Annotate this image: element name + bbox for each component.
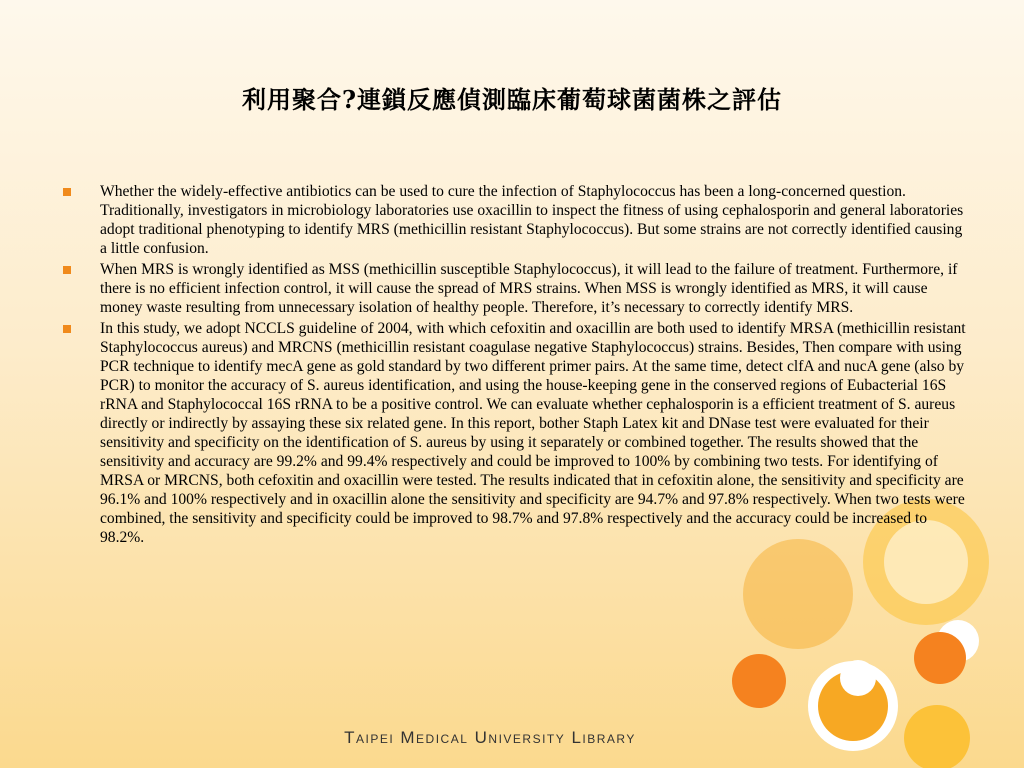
square-bullet-icon xyxy=(63,325,71,333)
bullet-list xyxy=(62,182,967,549)
square-bullet-icon xyxy=(63,188,71,196)
decor-circle-white-dot xyxy=(840,660,876,696)
decor-circle-amber-ring xyxy=(743,539,853,649)
bullet-item xyxy=(62,319,967,547)
bullet-text: In this study, we adopt NCCLS guideline of 2004, with which cefoxitin and oxacillin are both used to identify MRSA (methicillin resistant Staphylococcus aureus) and MRCNS (methicillin resistant coagulase negative Staphylococcus) strains. Besides, Then compare with using PCR technique to identify mecA gene as gold standard by two different primer pairs. At the same time, detect clfA and nucA gene (also by PCR) to monitor the accuracy of S. aureus identification, and using the house-keeping gene in the conserved regions of Eubacterial 16S rRNA and Staphylococcal 16S rRNA to be a positive control. We can evaluate whether cephalosporin is a efficient treatment of S. aureus directly or indirectly by assaying these six related gene. In this report, bother Staph Latex kit and DNase test were evaluated for their sensitivity and specificity on the identification of S. aureus by using it separately or combined together. The results showed that the sensitivity and accuracy are 99.2% and 99.4% respectively and could be improved to 100% by combining two tests. For identifying of MRSA or MRCNS, both cefoxitin and oxacillin were tested. The results indicated that in cefoxitin alone, the sensitivity and specificity are 96.1% and 100% respectively and in oxacillin alone the sensitivity and specificity are 94.7% and 97.8% respectively. When two tests were combined, the sensitivity and specificity could be improved to 98.7% and 97.8% respectively and the accuracy could be increased to 98.2%. xyxy=(100,320,966,546)
bullet-text: Whether the widely-effective antibiotics can be used to cure the infection of Staphylococcus has been a long-concerned question. Traditionally, investigators in microbiology laboratories use oxacillin to inspect the fitness of using cephalosporin and general laboratories adopt traditional phenotyping to identify MRS (methicillin resistant Staphylococcus). But some strains are not correctly identified causing a little confusion. xyxy=(100,183,964,257)
decor-circle-orange-right xyxy=(914,632,966,684)
bullet-item xyxy=(62,260,967,317)
decor-circle-orange-small xyxy=(732,654,786,708)
decor-circle-gold-bottom xyxy=(904,705,970,768)
bullet-item xyxy=(62,182,967,258)
square-bullet-icon xyxy=(63,266,71,274)
bullet-text: When MRS is wrongly identified as MSS (methicillin susceptible Staphylococcus), it will lead to the failure of treatment. Furthermore, if there is no efficient infection control, it will cause the spread of MRS strains. When MSS is wrongly identified as MRS, it will cause money waste resulting from unnecessary isolation of healthy people. Therefore, it’s necessary to correctly identify MRS. xyxy=(100,261,958,316)
footer-library-name: Taipei Medical University Library xyxy=(344,728,636,747)
slide-title: 利用聚合?連鎖反應偵測臨床葡萄球菌菌株之評估 xyxy=(241,85,783,114)
